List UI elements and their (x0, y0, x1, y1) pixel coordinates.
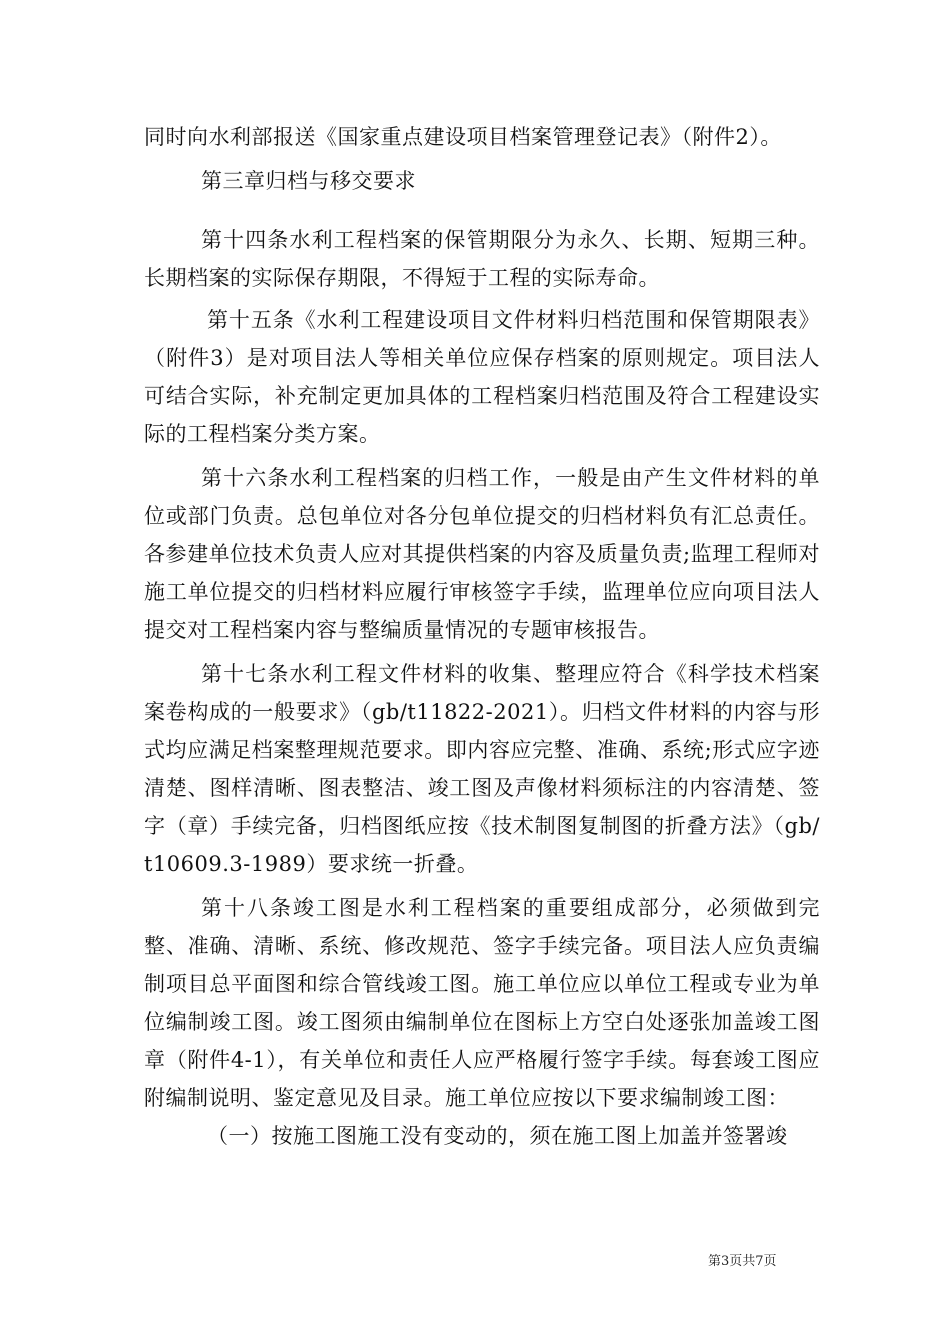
paragraph-continuation: 同时向水利部报送《国家重点建设项目档案管理登记表》（附件2）。 (144, 125, 782, 149)
article-15: 第十五条《水利工程建设项目文件材料归档范围和保管期限表》（附件3）是对项目法人等相关单位应保存档案的原则规定。项目法人可结合实际，补充制定更加具体的工程档案归档范围及符合工程建设实际的工程档案分类方案。 (144, 308, 820, 446)
page-number: 第3页共7页 (708, 1254, 777, 1269)
chapter-heading: 第三章归档与移交要求 (201, 169, 416, 193)
article-16: 第十六条水利工程档案的归档工作，一般是由产生文件材料的单位或部门负责。总包单位对各分包单位提交的归档材料负有汇总责任。各参建单位技术负责人应对其提供档案的内容及质量负责;监理工程师对施工单位提交的归档材料应履行审核签字手续，监理单位应向项目法人提交对工程档案内容与整编质量情况的专题审核报告。 (144, 466, 820, 642)
article-18: 第十八条竣工图是水利工程档案的重要组成部分，必须做到完整、准确、清晰、系统、修改规范、签字手续完备。项目法人应负责编制项目总平面图和综合管线竣工图。施工单位应以单位工程或专业为单位编制竣工图。竣工图须由编制单位在图标上方空白处逐张加盖竣工图章（附件4-1），有关单位和责任人应严格履行签字手续。每套竣工图应附编制说明、鉴定意见及目录。施工单位应按以下要求编制竣工图： (144, 896, 820, 1110)
document-body (144, 118, 820, 1155)
article-17: 第十七条水利工程文件材料的收集、整理应符合《科学技术档案案卷构成的一般要求》（gb/t11822-2021）。归档文件材料的内容与形式均应满足档案整理规范要求。即内容应完整、准确、系统;形式应字迹清楚、图样清晰、图表整洁、竣工图及声像材料须标注的内容清楚、签字（章）手续完备，归档图纸应按《技术制图复制图的折叠方法》（gb/t10609.3-1989）要求统一折叠。 (144, 662, 820, 876)
article-14: 第十四条水利工程档案的保管期限分为永久、长期、短期三种。长期档案的实际保存期限，不得短于工程的实际寿命。 (144, 228, 820, 290)
article-18-item-1: （一）按施工图施工没有变动的，须在施工图上加盖并签署竣 (207, 1124, 788, 1148)
